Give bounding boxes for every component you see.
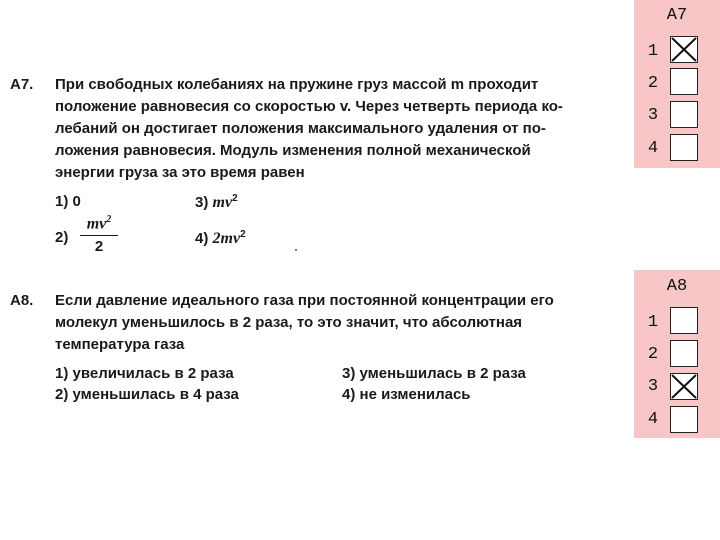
a7-option-3-sup: 2 (232, 193, 238, 204)
question-a7-number: A7. (10, 76, 34, 93)
a7-choice-box-2[interactable] (670, 68, 698, 95)
question-a8-text (55, 290, 615, 356)
a7-option-1: 1) 0 (55, 193, 81, 210)
stray-dot (295, 249, 297, 251)
question-a7-line: положение равновесия со скоростью v. Через четверть периода ко- (55, 98, 563, 115)
a8-choice-label-1: 1 (647, 313, 659, 332)
a7-option-4-sup: 2 (240, 229, 246, 240)
a7-option-4-expr: 2mv (212, 230, 241, 247)
a7-choice-label-3: 3 (647, 106, 659, 125)
answer-panel-a7-title: A7 (666, 6, 688, 25)
a8-choice-label-4: 4 (647, 410, 659, 429)
a8-choice-box-4[interactable] (670, 406, 698, 433)
question-a7-line: энергии груза за это время равен (55, 164, 305, 181)
answer-panel-a8 (634, 270, 720, 438)
a8-choice-box-1[interactable] (670, 307, 698, 334)
question-a8-line: температура газа (55, 336, 185, 353)
question-a7-line: ложения равновесия. Модуль изменения полной механической (55, 142, 531, 159)
a7-option-2-sup: 2 (106, 214, 112, 225)
a8-option-4: 4) не изменилась (342, 386, 471, 403)
a8-choice-box-2[interactable] (670, 340, 698, 367)
question-a7-line: При свободных колебаниях на пружине груз массой m проходит (55, 76, 539, 93)
a7-option-2-numerator: mv (86, 215, 107, 233)
answer-panel-a8-title: A8 (666, 277, 688, 296)
a7-option-3-prefix: 3) (195, 194, 209, 211)
a7-option-3-expr: mv (212, 194, 233, 211)
a7-option-2-fraction (80, 214, 118, 255)
a8-choice-label-3: 3 (647, 377, 659, 396)
a7-choice-label-1: 1 (647, 42, 659, 61)
cross-mark-icon (670, 373, 698, 400)
a7-option-2-denominator: 2 (94, 238, 104, 256)
question-a8-number: A8. (10, 292, 34, 309)
a8-choice-box-3[interactable] (670, 373, 698, 400)
a7-choice-box-3[interactable] (670, 101, 698, 128)
question-a8-line: Если давление идеального газа при постоянной концентрации его (55, 292, 554, 309)
fraction-bar (80, 235, 118, 236)
answer-panel-a7 (634, 0, 720, 168)
a7-option-2-prefix: 2) (55, 229, 69, 246)
a8-option-2: 2) уменьшилась в 4 раза (55, 386, 239, 403)
question-a7-line: лебаний он достигает положения максимального удаления от по- (55, 120, 546, 137)
a8-option-3: 3) уменьшилась в 2 раза (342, 365, 526, 382)
a8-option-1: 1) увеличилась в 2 раза (55, 365, 234, 382)
question-a7-text (55, 74, 615, 184)
cross-mark-icon (670, 36, 698, 63)
question-a8-line: молекул уменьшилось в 2 раза, то это значит, что абсолютная (55, 314, 523, 331)
a7-choice-label-2: 2 (647, 74, 659, 93)
a7-option-4 (195, 229, 246, 248)
a8-choice-label-2: 2 (647, 345, 659, 364)
a7-choice-label-4: 4 (647, 139, 659, 158)
a7-option-3 (195, 193, 238, 212)
a7-choice-box-1[interactable] (670, 36, 698, 63)
a7-option-4-prefix: 4) (195, 230, 209, 247)
a7-choice-box-4[interactable] (670, 134, 698, 161)
